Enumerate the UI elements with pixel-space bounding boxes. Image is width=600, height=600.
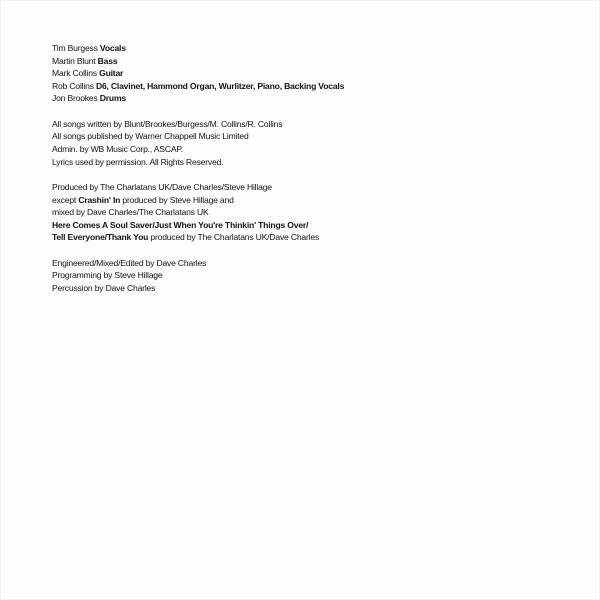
production-line	[52, 194, 572, 207]
production-text: produced by The Charlatans UK/Dave Charles	[150, 232, 320, 243]
production-text: produced by Steve Hillage and	[122, 194, 234, 205]
publishing-line: Lyrics used by permission. All Rights Reserved.	[52, 156, 224, 167]
member-line	[52, 80, 572, 93]
member-role: D6, Clavinet, Hammond Organ, Wurlitzer, Piano, Backing Vocals	[95, 80, 345, 91]
production-line: mixed by Dave Charles/The Charlatans UK	[52, 207, 209, 218]
publishing-line: Admin. by WB Music Corp., ASCAP.	[52, 143, 183, 154]
track-title: Crashin' In	[78, 194, 121, 205]
publishing-block	[52, 118, 572, 168]
member-name: Martin Blunt	[52, 55, 96, 66]
member-name: Tim Burgess	[52, 43, 98, 53]
publishing-line: All songs written by Blunt/Brookes/Burgess/M. Collins/R. Collins	[52, 118, 283, 129]
production-line	[52, 231, 572, 244]
production-text: except	[52, 194, 77, 205]
credits-text	[52, 42, 572, 307]
member-line	[52, 92, 572, 105]
member-name: Rob Collins	[52, 80, 94, 91]
engineering-line: Programming by Steve Hillage	[52, 270, 163, 281]
engineering-line: Engineered/Mixed/Edited by Dave Charles	[52, 257, 207, 268]
member-role: Bass	[97, 55, 118, 66]
production-line: Produced by The Charlatans UK/Dave Charles/Steve Hillage	[52, 181, 272, 192]
member-role: Guitar	[99, 68, 124, 79]
member-role: Drums	[99, 93, 127, 104]
track-title: Tell Everyone/Thank You	[52, 232, 149, 243]
member-name: Mark Collins	[52, 68, 97, 79]
engineering-line: Percussion by Dave Charles	[52, 282, 156, 293]
member-line	[52, 42, 572, 55]
band-members-block	[52, 42, 572, 105]
publishing-line: All songs published by Warner Chappell Music Limited	[52, 131, 249, 142]
engineering-block	[52, 257, 572, 295]
member-name: Jon Brookes	[52, 93, 98, 104]
production-block	[52, 181, 572, 244]
track-titles-line: Here Comes A Soul Saver/Just When You're Thinkin' Things Over/	[52, 219, 309, 230]
member-line	[52, 55, 572, 68]
member-line	[52, 67, 572, 80]
member-role: Vocals	[99, 43, 126, 53]
